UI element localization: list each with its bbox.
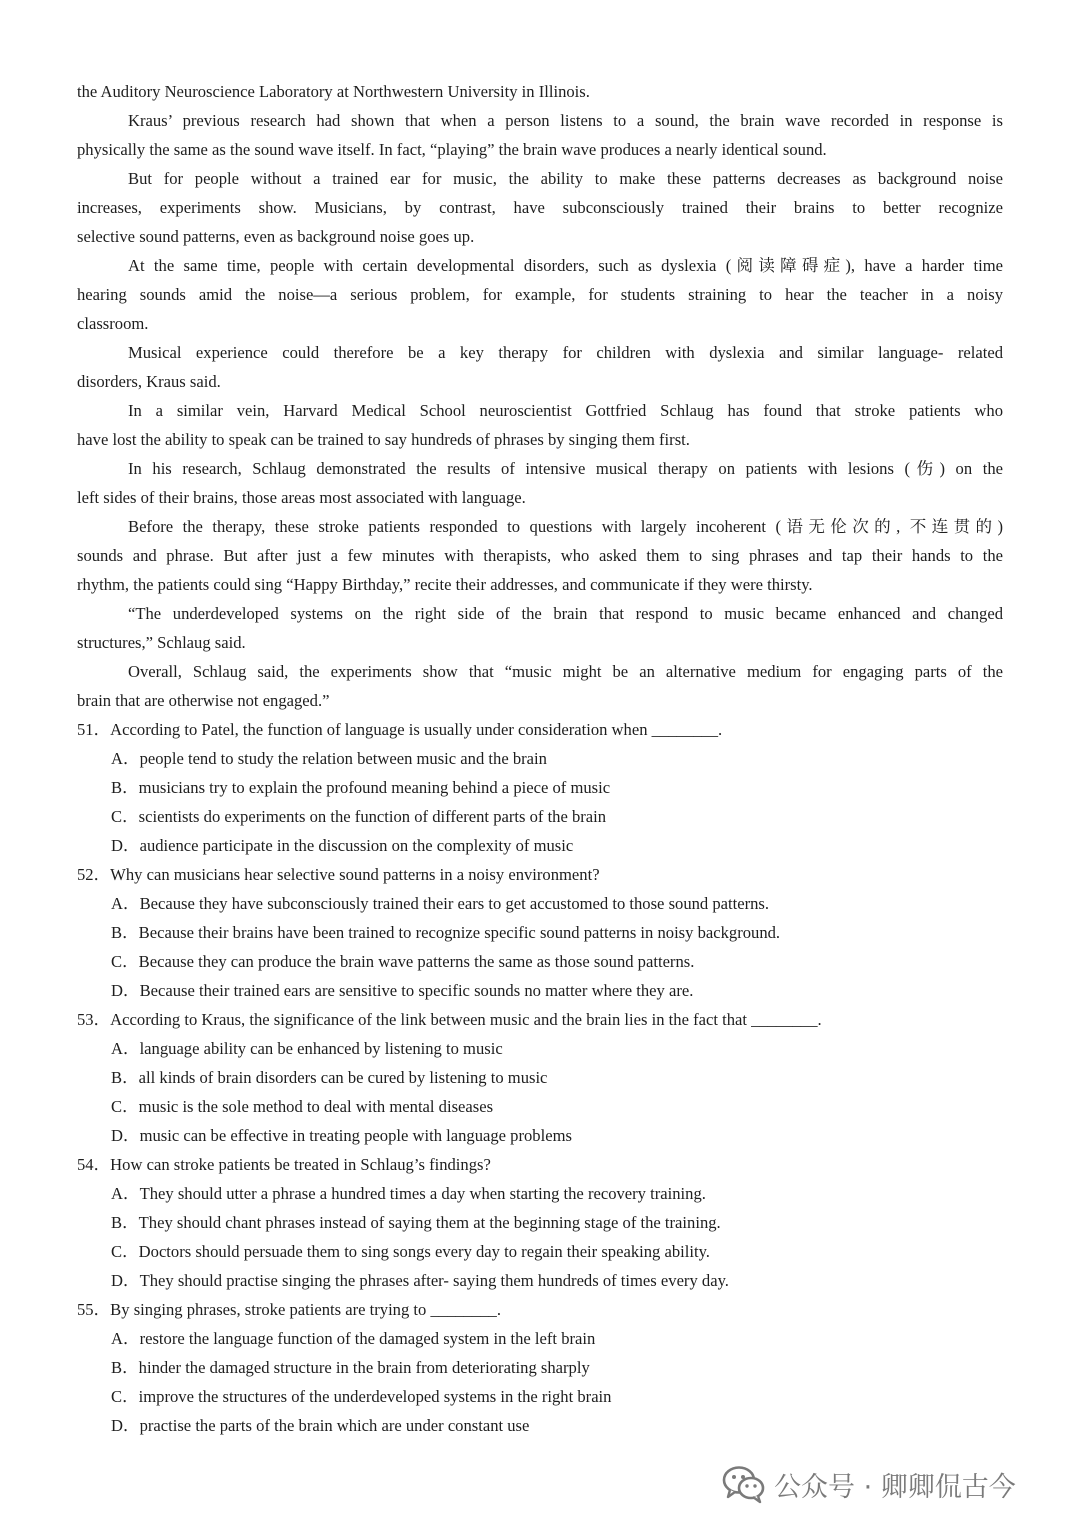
question-52-option-b: B．Because their brains have been trained to recognize specific sound patterns in noisy background. bbox=[111, 923, 781, 942]
question-52-option-c: C．Because they can produce the brain wave patterns the same as those sound patterns. bbox=[111, 952, 695, 971]
passage-line: But for people without a trained ear for music, the ability to make these patterns decreases as background noise bbox=[128, 169, 1003, 188]
question-53-option-a: A．language ability can be enhanced by listening to music bbox=[111, 1039, 503, 1058]
question-54-option-c: C．Doctors should persuade them to sing songs every day to regain their speaking ability. bbox=[111, 1242, 710, 1261]
passage-line: In his research, Schlaug demonstrated the results of intensive musical therapy on patients with lesions (伤) on the bbox=[128, 459, 1003, 478]
question-51-option-c: C．scientists do experiments on the function of different parts of the brain bbox=[111, 807, 607, 826]
question-51-option-b: B．musicians try to explain the profound meaning behind a piece of music bbox=[111, 778, 611, 797]
question-55-option-a: A．restore the language function of the damaged system in the left brain bbox=[111, 1329, 596, 1348]
question-52-option-a: A．Because they have subconsciously trained their ears to get accustomed to those sound patterns. bbox=[111, 894, 770, 913]
passage-line: physically the same as the sound wave itself. In fact, “playing” the brain wave produces a nearly identical sound. bbox=[77, 140, 827, 159]
passage-line: Kraus’ previous research had shown that when a person listens to a sound, the brain wave recorded in response is bbox=[128, 111, 1003, 130]
question-55-option-d: D．practise the parts of the brain which are under constant use bbox=[111, 1416, 530, 1435]
question-53-stem: 53．According to Kraus, the significance of the link between music and the brain lies in the fact that ________. bbox=[77, 1010, 822, 1029]
passage-line: have lost the ability to speak can be trained to say hundreds of phrases by singing them first. bbox=[77, 430, 690, 449]
passage-line: hearing sounds amid the noise—a serious problem, for example, for students straining to hear the teacher in a noisy bbox=[77, 285, 1003, 304]
passage-line: selective sound patterns, even as background noise goes up. bbox=[77, 227, 475, 246]
passage-line: left sides of their brains, those areas most associated with language. bbox=[77, 488, 526, 507]
passage-line: rhythm, the patients could sing “Happy Birthday,” recite their addresses, and communicate if they were thirsty. bbox=[77, 575, 813, 594]
passage-line: In a similar vein, Harvard Medical School neuroscientist Gottfried Schlaug has found that stroke patients who bbox=[128, 401, 1003, 420]
passage-line: the Auditory Neuroscience Laboratory at Northwestern University in Illinois. bbox=[77, 82, 590, 101]
watermark-text: 公众号 · 卿卿侃古今 bbox=[774, 1471, 1016, 1503]
question-55-option-b: B．hinder the damaged structure in the brain from deteriorating sharply bbox=[111, 1358, 590, 1377]
passage-line: “The underdeveloped systems on the right side of the brain that respond to music became enhanced and changed bbox=[128, 604, 1003, 623]
question-51-option-a: A．people tend to study the relation between music and the brain bbox=[111, 749, 547, 768]
passage-line: brain that are otherwise not engaged.” bbox=[77, 691, 330, 710]
question-53-option-c: C．music is the sole method to deal with mental diseases bbox=[111, 1097, 494, 1116]
question-54-option-b: B．They should chant phrases instead of saying them at the beginning stage of the training. bbox=[111, 1213, 721, 1232]
question-51-stem: 51．According to Patel, the function of language is usually under consideration when ________. bbox=[77, 720, 723, 739]
watermark bbox=[722, 1462, 1016, 1506]
question-53-option-d: D．music can be effective in treating people with language problems bbox=[111, 1126, 572, 1145]
question-55-stem: 55．By singing phrases, stroke patients are trying to ________. bbox=[77, 1300, 502, 1319]
passage-line: At the same time, people with certain developmental disorders, such as dyslexia (阅读障碍症), have a harder time bbox=[128, 256, 1003, 275]
passage-line: Overall, Schlaug said, the experiments show that “music might be an alternative medium for engaging parts of the bbox=[128, 662, 1003, 681]
passage-line: Musical experience could therefore be a key therapy for children with dyslexia and similar language- related bbox=[128, 343, 1003, 362]
question-55-option-c: C．improve the structures of the underdeveloped systems in the right brain bbox=[111, 1387, 612, 1406]
passage-line: increases, experiments show. Musicians, by contrast, have subconsciously trained their brains to better recognize bbox=[77, 198, 1003, 217]
question-53-option-b: B．all kinds of brain disorders can be cured by listening to music bbox=[111, 1068, 548, 1087]
question-52-stem: 52．Why can musicians hear selective sound patterns in a noisy environment? bbox=[77, 865, 600, 884]
question-54-option-a: A．They should utter a phrase a hundred times a day when starting the recovery training. bbox=[111, 1184, 706, 1203]
question-52-option-d: D．Because their trained ears are sensitive to specific sounds no matter where they are. bbox=[111, 981, 694, 1000]
wechat-icon bbox=[722, 1464, 766, 1504]
passage-line: classroom. bbox=[77, 314, 149, 333]
question-54-option-d: D．They should practise singing the phrases after- saying them hundreds of times every day. bbox=[111, 1271, 729, 1290]
passage-line: disorders, Kraus said. bbox=[77, 372, 221, 391]
question-54-stem: 54．How can stroke patients be treated in Schlaug’s findings? bbox=[77, 1155, 491, 1174]
passage-line: sounds and phrase. But after just a few minutes with therapists, who asked them to sing phrases and tap their hands to the bbox=[77, 546, 1003, 565]
passage-line: Before the therapy, these stroke patients responded to questions with largely incoherent (语无伦次的, 不连贯的) bbox=[128, 517, 1003, 536]
question-51-option-d: D．audience participate in the discussion on the complexity of music bbox=[111, 836, 574, 855]
passage-line: structures,” Schlaug said. bbox=[77, 633, 246, 652]
